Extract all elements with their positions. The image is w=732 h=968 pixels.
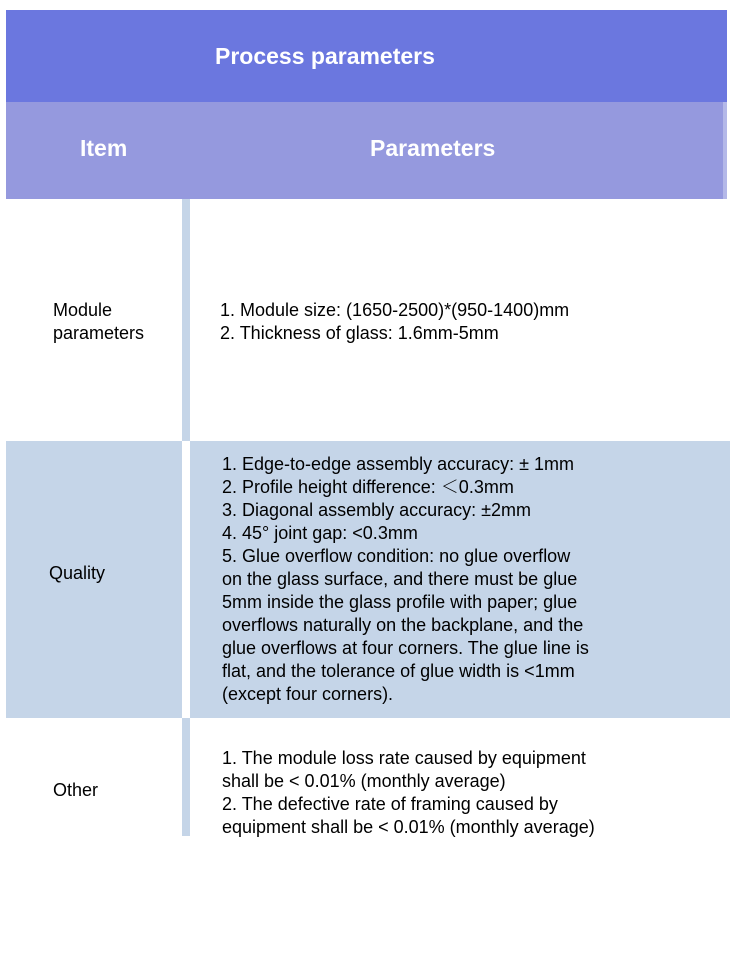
table-row-parameters: 1. Edge-to-edge assembly accuracy: ± 1mm 2. Profile height difference: ＜0.3mm 3. Diagonal assembly accuracy: ±2mm 4. 45° joint gap: <0.3mm 5. Glue overflow condition: no glue overflow on the glass surface, and there must be glue 5mm inside the glass profile with paper; glue overflows naturally on the backplane, and the glue overflows at four corners. The glue line is flat, and the tolerance of glue width is <1mm (except four corners). (222, 454, 589, 704)
header-item: Item (80, 135, 128, 161)
table-row-parameters: 1. Module size: (1650-2500)*(950-1400)mm 2. Thickness of glass: 1.6mm-5mm (220, 300, 570, 343)
column-divider (182, 718, 190, 836)
table-title: Process parameters (215, 42, 435, 69)
table-title-bar (6, 10, 727, 102)
header-parameters: Parameters (370, 135, 496, 161)
table-row-item: Module parameters (53, 300, 145, 343)
column-divider (182, 199, 190, 441)
table-header-row (6, 102, 727, 199)
table-row-item: Quality (49, 563, 106, 583)
table-row-item: Other (53, 780, 99, 800)
header-edge (723, 102, 727, 199)
table-row-parameters: 1. The module loss rate caused by equipment shall be < 0.01% (monthly average) 2. The defective rate of framing caused by equipment shall be < 0.01% (monthly average) (222, 748, 595, 837)
